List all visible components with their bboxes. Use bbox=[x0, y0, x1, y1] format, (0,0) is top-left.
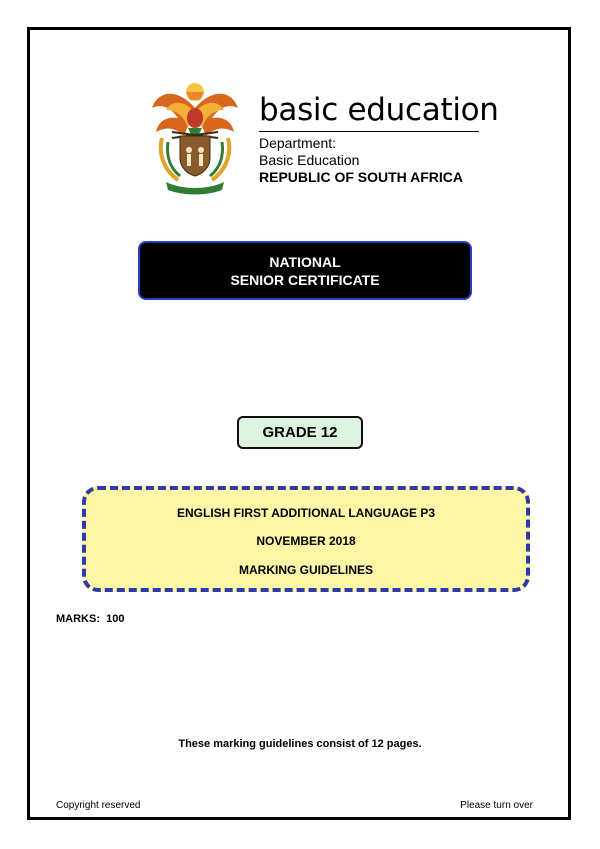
brand-divider bbox=[259, 131, 479, 132]
turn-over-footer: Please turn over bbox=[460, 800, 533, 811]
page-count-note: These marking guidelines consist of 12 pages. bbox=[178, 738, 422, 750]
certificate-line-1: NATIONAL bbox=[269, 253, 341, 270]
grade-label: GRADE 12 bbox=[262, 424, 338, 441]
paper-details-box bbox=[82, 486, 530, 592]
paper-type: MARKING GUIDELINES bbox=[238, 563, 373, 577]
total-marks: MARKS: 100 bbox=[56, 613, 125, 625]
grade-badge bbox=[237, 416, 363, 449]
department-name: Basic Education bbox=[259, 152, 360, 168]
country-name: REPUBLIC OF SOUTH AFRICA bbox=[259, 169, 464, 185]
certificate-line-2: SENIOR CERTIFICATE bbox=[230, 271, 380, 288]
paper-session: NOVEMBER 2018 bbox=[256, 534, 356, 548]
coat-of-arms-icon bbox=[148, 78, 242, 196]
paper-subject: ENGLISH FIRST ADDITIONAL LANGUAGE P3 bbox=[176, 506, 435, 520]
department-label: Department: bbox=[259, 135, 337, 151]
copyright-footer: Copyright reserved bbox=[56, 800, 141, 811]
certificate-banner bbox=[138, 241, 472, 300]
brand-title: basic education bbox=[259, 92, 499, 128]
